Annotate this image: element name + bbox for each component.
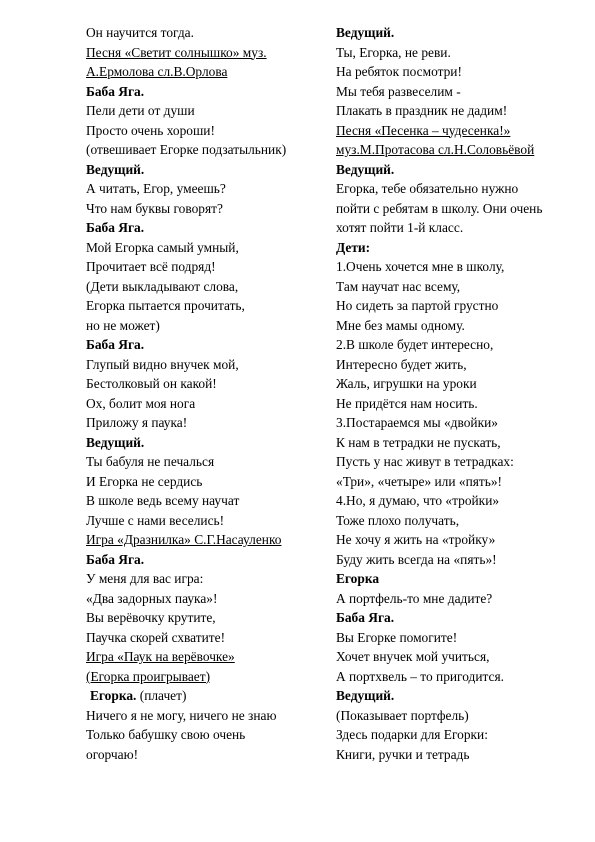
text-line: 3.Постараемся мы «двойки» (336, 415, 498, 430)
text-line: Вы верёвочку крутите, (86, 610, 216, 625)
performance-title: (Егорка проигрывает) (86, 668, 211, 684)
text-line: 2.В школе будет интересно, (336, 337, 494, 352)
text-line: пойти с ребятам в школу. Они очень (336, 200, 543, 216)
speaker-line (86, 686, 326, 706)
performance-title: А.Ермолова сл.В.Орлова (86, 64, 228, 79)
text-line: но не может) (86, 317, 160, 333)
speaker-label: Егорка. (90, 688, 137, 703)
text-line: Интересно будет жить, (336, 356, 467, 372)
text-line: Егорка пытается прочитать, (86, 298, 245, 313)
text-line: И Егорка не сердись (86, 473, 203, 489)
text-line: Книги, ручки и тетрадь (336, 746, 470, 762)
text-line: Лучше с нами веселись! (86, 512, 225, 528)
text-line: Глупый видно внучек мой, (86, 356, 239, 372)
performance-title: Игра «Паук на верёвочке» (86, 649, 235, 664)
speaker-label: Ведущий. (86, 161, 145, 177)
text-line: Ничего я не могу, ничего не знаю (86, 707, 277, 723)
text-line: Там научат нас всему, (336, 278, 461, 294)
speaker-label: Баба Яга. (86, 551, 145, 567)
text-line: Вы Егорке помогите! (336, 629, 458, 645)
speaker-label: Ведущий. (336, 161, 395, 177)
speaker-label: Баба Яга. (86, 337, 145, 352)
text-line: «Три», «четыре» или «пять»! (336, 473, 503, 489)
text-line: Прочитает всё подряд! (86, 259, 216, 274)
text-line: (Дети выкладывают слова, (86, 278, 239, 294)
text-line: Что нам буквы говорят? (86, 200, 223, 216)
performance-title: Песня «Светит солнышко» муз. (86, 44, 267, 60)
text-line: Не хочу я жить на «тройку» (336, 532, 496, 547)
text-line: Пусть у нас живут в тетрадках: (336, 454, 514, 469)
text-line: А портфель-то мне дадите? (336, 590, 493, 606)
text-line: Но сидеть за партой грустно (336, 298, 499, 313)
text-line: огорчаю! (86, 746, 139, 762)
text-line: Только бабушку свою очень (86, 727, 246, 742)
text-line: Мы тебя развеселим - (336, 83, 461, 99)
speaker-label: Баба Яга. (86, 220, 145, 235)
text-line: хотят пойти 1-й класс. (336, 220, 464, 235)
text-line: 1.Очень хочется мне в школу, (336, 259, 505, 274)
text-line: К нам в тетрадки не пускать, (336, 434, 501, 450)
text-line: А читать, Егор, умеешь? (86, 181, 226, 196)
text-line: (Показывает портфель) (336, 707, 469, 723)
performance-title: Игра «Дразнилка» С.Г.Насауленко (86, 532, 282, 547)
text-line: Ох, болит моя нога (86, 395, 196, 411)
text-line: У меня для вас игра: (86, 571, 204, 586)
performance-title: Песня «Песенка – чудесенка!» (336, 122, 511, 138)
speaker-label: Ведущий. (86, 434, 145, 450)
text-line: А портхвель – то пригодится. (336, 668, 504, 684)
text-line: Хочет внучек мой учиться, (336, 649, 490, 664)
text-line: Просто очень хороши! (86, 122, 215, 138)
text-line: Буду жить всегда на «пять»! (336, 551, 497, 567)
text-line: Мне без мамы одному. (336, 317, 465, 333)
text-line: На ребяток посмотри! (336, 64, 462, 79)
text-line: Ты бабуля не печалься (86, 454, 215, 469)
left-column (86, 23, 326, 764)
text-line: Ты, Егорка, не реви. (336, 44, 451, 60)
speaker-label: Баба Яга. (86, 83, 145, 99)
text-line: Плакать в праздник не дадим! (336, 103, 508, 118)
text-line: (отвешивает Егорке подзатыльник) (86, 142, 287, 157)
speaker-label: Дети: (336, 239, 371, 255)
text-line: Приложу я паука! (86, 415, 188, 430)
text-line: Пели дети от души (86, 103, 195, 118)
right-column (336, 23, 581, 764)
speaker-label: Баба Яга. (336, 610, 395, 625)
performance-title: муз.М.Протасова сл.Н.Соловьёвой (336, 142, 535, 157)
text-line: Не придётся нам носить. (336, 395, 478, 411)
text-line: В школе ведь всему научат (86, 493, 240, 508)
text-line: 4.Но, я думаю, что «тройки» (336, 493, 500, 508)
stage-direction: (плачет) (136, 688, 187, 703)
text-line: Бестолковый он какой! (86, 376, 217, 391)
text-line: Он научится тогда. (86, 25, 194, 40)
text-line: Тоже плохо получать, (336, 512, 460, 528)
speaker-label: Ведущий. (336, 688, 395, 703)
text-line: Мой Егорка самый умный, (86, 239, 239, 255)
text-line: Жаль, игрушки на уроки (336, 376, 477, 391)
speaker-label: Егорка (336, 571, 380, 586)
text-line: «Два задорных паука»! (86, 590, 218, 606)
text-line: Паучка скорей схватите! (86, 629, 226, 645)
speaker-label: Ведущий. (336, 25, 395, 40)
text-line: Здесь подарки для Егорки: (336, 727, 488, 742)
text-line: Егорка, тебе обязательно нужно (336, 181, 519, 196)
